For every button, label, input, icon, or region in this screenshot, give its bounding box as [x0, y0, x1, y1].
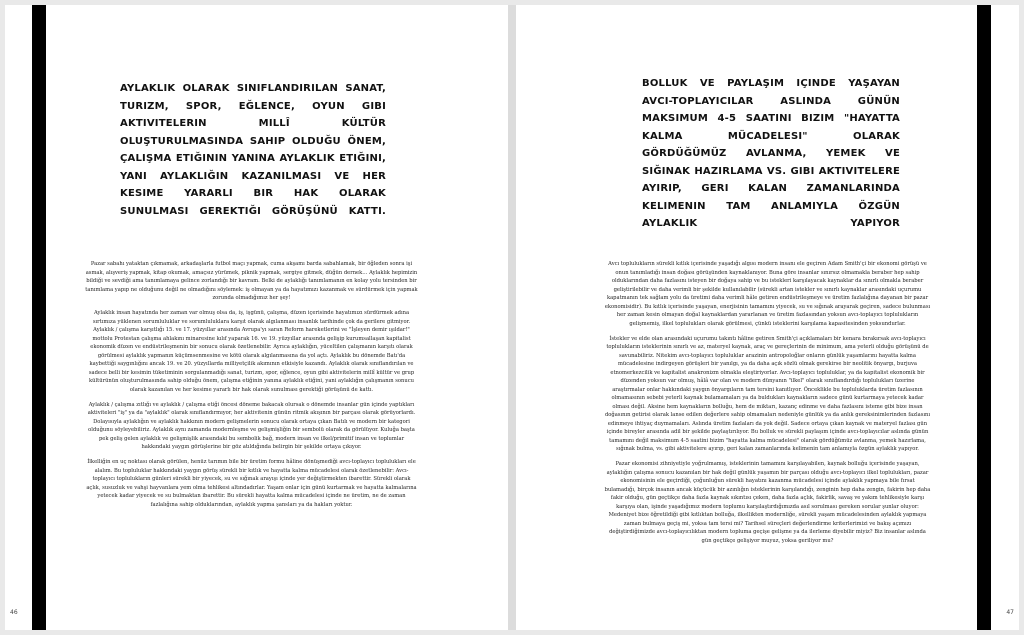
left-body-text	[85, 260, 418, 516]
right-page-number: 47	[1006, 609, 1014, 616]
left-paragraph-2: Aylaklık insan hayatında her zaman var olmuş olsa da, iş, işgünü, çalışma, düzen içerisinde hayatımızı sürdürmek adına sırtımıza yüklenen sorumluluklar ve sorumluluklara karşıt olarak algılanması insanlık tarihinde çok da gerilere gitmiyor. Aylaklık / çalışma karşıtlığı 15. ve 17. yüzyıllar arasında Avrupa'yı saran Reform hareketlerini ve "İşleyen demir ışıldar!" mottolu Protestan çalışma ahlakını minaresine kılıf yaparak 16. ve 19. yüzyıllar arasında gelişip kurumsallaşan kapitalist ekonomik düzen ve endüstrileşmenin bir sonucu olarak özetlenebilir. Ayrıca aylaklığın, yüceltilen çalışmanın karşıtı olarak görülmesi aylaklık yapmanın küçümsenmesine ve kötü olarak algılanmasına da yol açtı. Aylaklık bu dönemde Batı'da kaybettiği saygınlığını ancak 19. ve 20. yüzyıllarda milliyetçilik akımının etkisiyle kazandı. Aylaklık olarak sınıflandırılan ve sadece belli bir kesimin tüketiminin sorgulanmadığı sanat, turizm, spor, eğlence, oyun gibi aktivitelerin millî kültür ve grup kültürünün oluşturulmasında sahip olduğu önem, çalışma etiğinin yanına aylaklık etiğini, yani aylaklığın çalışmanın sonucu olarak kazanılan ve her kesime yararlı bir hak olarak sunulması gerektiği görüşünü de kattı.	[88, 310, 415, 393]
left-paragraph-4: İlkelliğin en uç noktası olarak görülen, henüz tarımın bile bir üretim formu hâline dönüşmediği avcı-toplayıcı toplulukları ele alalım. Bu topluluklar hakkındaki yaygın görüş sürekli bir kıtlık ve hayatta kalma mücadelesi olarak özetlenebilir: Avcı-toplayıcı toplulukların günleri sürekli bir yiyecek, su ve sığınak arayışı içinde yer değiştirmekten ibarettir. Sürekli olarak açlık, susuzluk ve vahşi hayvanlara yem olma tehlikesi altındadırlar. Yaşam onlar için günü kurtarmak ve hayatta kalmalarına yetecek kadar yiyecek ve su bulmaktan ibarettir. Bu sürekli hayatta kalma mücadelesi içinde ne üretim, ne de zaman fazlalığına sahip olduklarından, aylaklık yapma şansları ya da hakları yoktur.	[86, 459, 417, 508]
left-page	[5, 5, 508, 630]
right-page	[516, 5, 1019, 630]
right-paragraph-1: Avcı toplulukların sürekli kıtlık içerisinde yaşadığı algısı modern insanı ele geçiren Adam Smith'çi bir ekonomi görüşü ve onun tanımladığı insan doğası görüşünden kaynaklanıyor. Buna göre insanlar sınırsız olmamakla beraber hep sahip olduklarından daha fazlasını isteyen bir doğaya sahip ve bu istekleri karşılayacak kaynaklar da sınırlı olmakla beraber geliştirilebilir ve daha verimli bir şekilde kullanılabilir (sürekli artan istekler ve sınırlı kaynaklar arasındaki uçurumu kapatmanın tek sağlam yolu da üretimi daha verimli hâle getiren endüstrileşmeye ve üretim fazlalığına dayanan bir pazar ekonomisidir). Bu kıtlık içerisinde yaşayan, enerjisinin tamamını yiyecek, su ve sığınak arayarak geçiren, sadece bulunması her zaman kesin olmayan doğal kaynaklardan yararlanan ve üretim fazlasından yoksun avcı-toplayıcı toplulukların gelişmemiş, ilkel toplulukları olarak görülmesi, çünkü isteklerini karşılama kapasitesinden yoksundurlar.	[604, 261, 931, 327]
book-gutter	[508, 5, 516, 630]
right-edge-bar	[977, 5, 991, 630]
right-pull-quote: BOLLUK VE PAYLAŞIM IÇINDE YAŞAYAN AVCI-TOPLAYICILAR ASLINDA GÜNÜN MAKSIMUM 4-5 SAATINI BIZIM "HAYATTA KALMA MÜCADELESI" OLARAK GÖRDÜĞÜMÜZ AVLANMA, YEMEK VE SIĞINAK HAZIRLAMA VS. GIBI AKTIVITELERE AYIRIP, GERI KALAN ZAMANLARINDA KELIMENIN TAM ANLAMIYLA ÖZGÜN AYLAKLIK YAPIYOR	[642, 78, 900, 229]
left-page-number: 46	[10, 609, 18, 616]
right-paragraph-3: Pazar ekonomisi zihniyetiyle yoğrulmamış, isteklerinin tamamını karşılayabilen, kaynak bolluğu içerisinde yaşayan, aylaklığın çalışma sonucu kazanılan bir hak değil günlük yaşamın bir parçası olduğu avcı-toplayıcı ilkel toplulukları, pazar ekonomisinin ele geçirdiği, çoğunluğun sürekli hayatını kazanma mücadelesi içinde aylaklık yapmaya bile fırsat bulamadığı, birçok insanın ancak küçücük bir azınlığın isteklerinin karşılandığı, zenginin hep daha zengin, fakirin hep daha fakir olduğu, gün geçtikçe daha fazla kaynak sıkıntısı çeken, daha fazla açlık, fakirlik, savaş ve yakım tehlikesiyle karşı karşıya olan, işinde yaşadığımız modern toplumu karşılaştırdığımızda asıl sorulması gereken sorular şunlar oluyor: Medeniyet bize öğretildiği gibi kıtlıktan bolluğa, ilkellikten modernliğe, sürekli yaşam mücadelesinden aylaklık yapmaya zaman bulmaya geçiş mi, yoksa tam tersi mi? Tarihsel süreçleri değerlendirme kriterlerimizi ve bakış açımızı değiştirdiğimizde avcı-toplayıcılıktan modern topluma geçişe gelişme ya da ilerleme diyebilir miyiz? Biz insanlar aslında gün geçtikçe gelişiyor muyuz, yoksa geriliyor mu?	[604, 461, 931, 544]
left-paragraph-1: Pazar sabahı yataktan çıkmamak, arkadaşlarla futbol maçı yapmak, cuma akşamı barda sabahlamak, bir öğleden sonra işi asmak, alışveriş yapmak, kitap okumak, amaçsız yürümek, piknik yapmak, sergiye gitmek, düğün dernek… Aylaklık hepimizin bildiği ve sevdiği ama tanımlamaya gelince zorlandığı bir kavram. Belki de aylaklığı tanımlamanın en kolay yolu tersinden bir tanımlama yapıp ne olduğunu değil ne olmadığını söylemek: iş olmayan ya da hayatımızı kazanmak ve sürdürmek için yapmak zorunda olmadığımız her şey!	[85, 261, 418, 301]
left-paragraph-3: Aylaklık / çalışma zıtlığı ve aylaklık / çalışma etiği öncesi döneme bakacak olursak o dönemde insanlar gün içinde yaptıkları aktiviteleri "iş" ya da "aylaklık" olarak sınıflandırmıyor, her aktivitenin günün ritmik akışının bir parçası olarak görüyorlardı. Dolayısıyla aylaklığın ve aylaklık hakkının modern gelişmelerin sonucu olarak ortaya çıkan Batılı ve modern bir kategori olduğunu söyleyebiliriz. Aylaklık aynı zamanda modernleşme ve gelişmişliğin bir sembolü olarak da görülüyor. Kuluğa başta pek geliş gelen aylaklık ve gelişmişlik arasındaki bu sembolik bağ, modern insan ve ilkel/primitif insan ve toplumlar hakkındaki yaygın görüşlerine bir göz atıldığında belirgin bir şekilde ortaya çıkıyor.	[87, 401, 416, 451]
left-edge-bar	[32, 5, 46, 630]
right-paragraph-2: İstekler ve elde olan arasındaki uçurumu takıntı hâline getiren Smith'çi açıklamaları bir kenara bırakırsak avcı-toplayıcı toplulukların isteklerinin sınırlı ve az, materyel kaynak, araç ve gereçlerinin de minimum, ama yeterli olduğu görüşünü de savunabiliriz. Nitekim avcı-toplayıcı topluluklar arazinin antropoloğlar onların günlük yaşamlarını hayatta kalma mücadelesine indirgeyen görüşleri bir yanılgı, ya da daha açık sözlü olmak gerekirse bir neolitik önyargı, burjuva etnomerkezcilik ve kapitalist anakronizm olmakla eleştiriyorlar. Avcı-toplayıcı topluluklar, ya da kapitalist ekonomik bir düzenden yoksun var olmuş, hâlâ var olan ve modern dünyanın "ilkel" olarak sınıflandırdığı toplulukları üzerine araştırmalar onlar hakkındaki yaygın önyargıların tam tersini kanıtlıyor. Önceklikle bu topluluklarda üretim fazlasının olmamasının sebebi yeterli kaynak bulamamaları ya da buldukları kaynakların sadece günü kurtarmaya yetecek kadar olması değil. Aksine hem kaynakların bolluğu, hem de miktarı, kazanç edinme ve daha fazlasını isteme gibi bize insan doğasının getirisi olarak lanse edilen değerlere sahip olmamaları nedeniyle günlük ya da anlık gereksinimlerinden fazlasını edinmeye ihtiyaç duymamaları. Aslında üretim fazlaları da yok değil. Sadece ortaya çıkan kaynak ve materyel fazlası gün içinde bireyler arasında adil bir şekilde paylaştırılıyor. Bu bolluk ve sürekli paylaşım içinde avcı-toplayıcılar aslında günün tamamını değil maksimum 4-5 saatini bizim "hayatta kalma mücadelesi" olarak gördüğümüz avlanma, yemek hazırlama, sığınak bulma, vs. gibi aktivitelere ayırıp, geri kalan zamanlarında kelimenin tam anlamıyla özgün aylaklık yapıyor.	[604, 335, 931, 453]
left-pull-quote: AYLAKLIK OLARAK SINIFLANDIRILAN SANAT, TURIZM, SPOR, EĞLENCE, OYUN GIBI AKTIVITELERIN MILLÎ KÜLTÜR OLUŞTURULMASINDA SAHIP OLDUĞU ÖNEM, ÇALIŞMA ETIĞININ YANINA AYLAKLIK ETIĞINI, YANI AYLAKLIĞIN KAZANILMASI VE HER KESIME YARARLI BIR HAK OLARAK SUNULMASI GEREKTIĞI GÖRÜŞÜNÜ KATTI.	[120, 83, 386, 217]
right-body-text	[604, 260, 931, 552]
